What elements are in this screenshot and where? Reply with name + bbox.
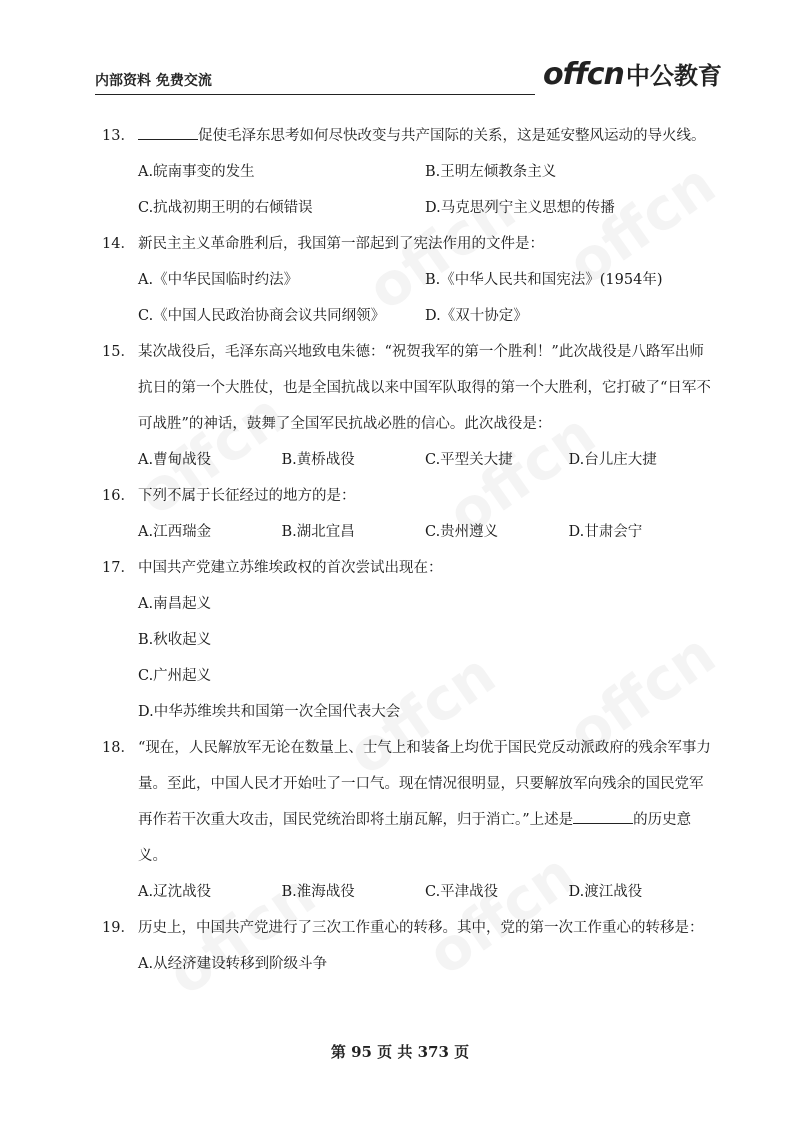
- question-stem: “现在，人民解放军无论在数量上、士气上和装备上均优于国民党反动派政府的残余军事力量。至此，中国人民才开始吐了一口气。现在情况很明显，只要解放军向残余的国民党军再作若干次重大攻击，国民党统治即将土崩瓦解，归于消亡。”上述是 的历史意义。: [138, 740, 711, 864]
- question-16: [102, 478, 712, 550]
- option-a: A.曹甸战役: [138, 452, 212, 468]
- question-stem: 中国共产党建立苏维埃政权的首次尝试出现在：: [138, 560, 443, 576]
- header-left-text: 内部资料 免费交流: [95, 73, 212, 89]
- option-c: C.抗战初期王明的右倾错误: [138, 200, 313, 216]
- options: [138, 514, 712, 550]
- question-number: 13．: [102, 128, 135, 144]
- option-d: D.台儿庄大捷: [568, 452, 657, 468]
- option-c: C.平津战役: [425, 884, 499, 900]
- option-b: B.黄桥战役: [281, 452, 355, 468]
- options: [138, 262, 712, 334]
- option-b: B.王明左倾教条主义: [425, 164, 557, 180]
- question-18: [102, 730, 712, 910]
- question-number: 19．: [102, 920, 135, 936]
- options: [138, 874, 712, 910]
- option-d: D.《双十协定》: [425, 308, 528, 324]
- question-stem: 某次战役后，毛泽东高兴地致电朱德：“祝贺我军的第一个胜利！”此次战役是八路军出师抗日的第一个大胜仗，也是全国抗战以来中国军队取得的第一个大胜利，它打破了“日军不可战胜”的神话，鼓舞了全国军民抗战必胜的信心。此次战役是：: [138, 344, 711, 432]
- option-a: A.辽沈战役: [138, 884, 212, 900]
- question-14: [102, 226, 712, 334]
- option-a: A.江西瑞金: [138, 524, 212, 540]
- option-c: C.《中国人民政治协商会议共同纲领》: [138, 308, 386, 324]
- question-number: 17．: [102, 560, 135, 576]
- header-rule: [95, 94, 535, 95]
- question-list: [102, 118, 712, 982]
- question-number: 14．: [102, 236, 135, 252]
- page-number: 第 95 页 共 373 页: [330, 1043, 470, 1061]
- question-17: [102, 550, 712, 730]
- options: [138, 586, 712, 730]
- question-number: 16．: [102, 488, 135, 504]
- answer-blank: [573, 809, 633, 824]
- option-a: A.从经济建设转移到阶级斗争: [138, 956, 328, 972]
- question-13: [102, 118, 712, 226]
- option-c: C.贵州遵义: [425, 524, 499, 540]
- options: [138, 154, 712, 226]
- options: [138, 946, 712, 982]
- option-c: C.平型关大捷: [425, 452, 513, 468]
- question-stem: 新民主主义革命胜利后，我国第一部起到了宪法作用的文件是：: [138, 236, 544, 252]
- logo-offcn-text: offcn: [543, 57, 624, 92]
- question-19: [102, 910, 712, 982]
- option-c: C.广州起义: [138, 668, 212, 684]
- question-stem: 下列不属于长征经过的地方的是：: [138, 488, 356, 504]
- option-d: D.马克思列宁主义思想的传播: [425, 200, 615, 216]
- question-number: 15．: [102, 344, 135, 360]
- option-b: B.淮海战役: [281, 884, 355, 900]
- option-b: B.湖北宜昌: [281, 524, 355, 540]
- option-d: D.中华苏维埃共和国第一次全国代表大会: [138, 704, 401, 720]
- option-a: A.《中华民国临时约法》: [138, 272, 299, 288]
- option-d: D.渡江战役: [568, 884, 643, 900]
- answer-blank: [138, 125, 198, 140]
- option-a: A.南昌起义: [138, 596, 212, 612]
- question-stem: 促使毛泽东思考如何尽快改变与共产国际的关系，这是延安整风运动的导火线。: [138, 118, 712, 154]
- option-d: D.甘肃会宁: [568, 524, 643, 540]
- option-a: A.皖南事变的发生: [138, 164, 255, 180]
- question-15: [102, 334, 712, 478]
- option-b: B.秋收起义: [138, 632, 212, 648]
- option-b: B.《中华人民共和国宪法》(1954年): [425, 272, 663, 288]
- options: [138, 442, 712, 478]
- question-number: 18．: [102, 740, 135, 756]
- question-stem: 历史上，中国共产党进行了三次工作重心的转移。其中，党的第一次工作重心的转移是：: [138, 920, 704, 936]
- logo-cn-text: 中公教育: [625, 62, 722, 90]
- offcn-logo: [543, 56, 722, 92]
